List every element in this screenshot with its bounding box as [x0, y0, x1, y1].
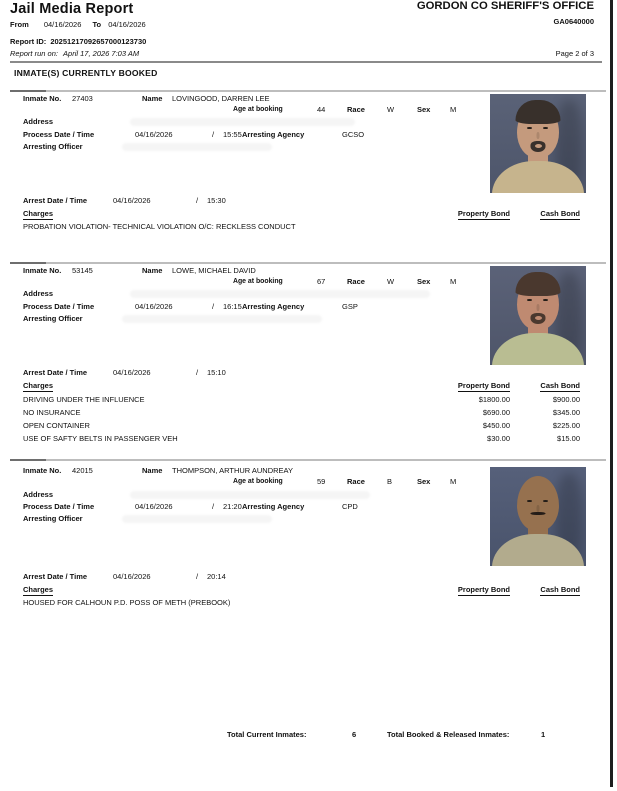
name-label: Name — [142, 266, 163, 275]
arrest-time: 15:30 — [207, 196, 226, 205]
header-divider — [10, 61, 602, 63]
inmate-card-2 — [10, 262, 606, 459]
cash-bond-header: Cash Bond — [540, 585, 580, 594]
inmate-no-value: 53145 — [72, 266, 93, 275]
race-label: Race — [347, 277, 365, 286]
name-value: THOMPSON, ARTHUR AUNDREAY — [172, 466, 293, 475]
charge-cash-bond: $345.00 — [552, 408, 580, 417]
name-label: Name — [142, 466, 163, 475]
report-id-row — [10, 37, 146, 46]
inmate-card-3 — [10, 459, 606, 659]
charge-property-bond: $1800.00 — [478, 395, 510, 404]
officer-label: Arresting Officer — [23, 314, 83, 323]
process-label: Process Date / Time — [23, 302, 95, 311]
mugshot-photo — [490, 467, 586, 566]
card-top-divider — [10, 459, 606, 461]
sex-label: Sex — [417, 277, 431, 286]
age-label: Age at booking — [233, 106, 283, 113]
agency-label: Arresting Agency — [242, 502, 305, 511]
sex-value: M — [450, 105, 457, 114]
officer-label: Arresting Officer — [23, 514, 83, 523]
report-id-label: Report ID: — [10, 37, 47, 46]
property-bond-header: Property Bond — [457, 209, 510, 218]
address-label: Address — [23, 289, 54, 298]
process-time: 16:15 — [223, 302, 242, 311]
arrest-time: 15:10 — [207, 368, 226, 377]
name-label: Name — [142, 94, 163, 103]
process-label: Process Date / Time — [23, 130, 95, 139]
page-number: Page 2 of 3 — [555, 49, 594, 58]
arrest-date: 04/16/2026 — [113, 196, 151, 205]
process-date: 04/16/2026 — [135, 130, 173, 139]
total-current-value: 6 — [352, 730, 357, 739]
photo-head — [517, 476, 559, 531]
arrest-date: 04/16/2026 — [113, 572, 151, 581]
arrest-label: Arrest Date / Time — [23, 196, 88, 205]
report-title: Jail Media Report — [10, 1, 134, 17]
redaction-smudge — [122, 315, 322, 323]
agency-value: GCSO — [342, 130, 365, 139]
from-label: From — [10, 20, 29, 29]
process-date: 04/16/2026 — [135, 502, 173, 511]
charge-text: OPEN CONTAINER — [23, 421, 90, 430]
race-label: Race — [347, 477, 365, 486]
cash-bond-header: Cash Bond — [540, 209, 580, 218]
charge-text: HOUSED FOR CALHOUN P.D. POSS OF METH (PREBOOK) — [23, 598, 231, 607]
total-booked-value: 1 — [541, 730, 546, 739]
photo-hair — [516, 100, 561, 124]
redaction-smudge — [122, 143, 272, 151]
office-name: GORDON CO SHERIFF'S OFFICE — [416, 0, 594, 12]
redaction-smudge — [130, 491, 370, 499]
race-label: Race — [347, 105, 365, 114]
mugshot-photo — [490, 94, 586, 193]
charge-property-bond: $690.00 — [482, 408, 510, 417]
section-title: INMATE(S) CURRENTLY BOOKED — [14, 68, 158, 78]
inmate-no-value: 42015 — [72, 466, 93, 475]
charge-property-bond: $450.00 — [482, 421, 510, 430]
run-on-row — [10, 49, 139, 58]
cash-bond-header: Cash Bond — [540, 381, 580, 390]
page-edge-line — [610, 0, 613, 787]
photo-nose — [537, 132, 540, 139]
charge-text: USE OF SAFTY BELTS IN PASSENGER VEH — [23, 434, 178, 443]
address-label: Address — [23, 490, 54, 499]
charge-cash-bond: $225.00 — [552, 421, 580, 430]
age-value: 44 — [317, 105, 326, 114]
race-value: W — [387, 105, 395, 114]
slash: / — [196, 196, 199, 205]
photo-nose — [537, 304, 540, 311]
charges-header: Charges — [23, 381, 54, 390]
inmate-no-value: 27403 — [72, 94, 93, 103]
race-value: B — [387, 477, 393, 486]
total-current-label: Total Current Inmates: — [227, 730, 307, 739]
date-range-row — [10, 20, 146, 29]
process-date: 04/16/2026 — [135, 302, 173, 311]
age-label: Age at booking — [233, 278, 283, 285]
report-id-value: 20251217092657000123730 — [50, 37, 147, 46]
total-booked-label: Total Booked & Released Inmates: — [387, 730, 510, 739]
charge-property-bond: $30.00 — [487, 434, 510, 443]
card-top-divider — [10, 262, 606, 264]
sex-value: M — [450, 477, 457, 486]
arrest-date: 04/16/2026 — [113, 368, 151, 377]
sex-label: Sex — [417, 105, 431, 114]
redaction-smudge — [130, 118, 355, 126]
to-value: 04/16/2026 — [108, 20, 146, 29]
photo-nose — [537, 505, 540, 512]
to-label: To — [92, 20, 102, 29]
inmate-card-1 — [10, 90, 606, 262]
agency-value: CPD — [342, 502, 358, 511]
process-time: 15:55 — [223, 130, 242, 139]
card-top-divider — [10, 90, 606, 92]
race-value: W — [387, 277, 395, 286]
agency-value: GSP — [342, 302, 358, 311]
photo-facial-hair — [531, 141, 546, 152]
inmate-no-label: Inmate No. — [23, 94, 62, 103]
photo-facial-hair — [531, 313, 546, 324]
inmate-no-label: Inmate No. — [23, 266, 62, 275]
sex-label: Sex — [417, 477, 431, 486]
charge-text: DRIVING UNDER THE INFLUENCE — [23, 395, 145, 404]
run-on-value: April 17, 2026 7:03 AM — [63, 49, 140, 58]
age-value: 67 — [317, 277, 326, 286]
from-value: 04/16/2026 — [43, 20, 82, 29]
property-bond-header: Property Bond — [457, 381, 510, 390]
agency-label: Arresting Agency — [242, 130, 305, 139]
sex-value: M — [450, 277, 457, 286]
arrest-label: Arrest Date / Time — [23, 572, 88, 581]
process-label: Process Date / Time — [23, 502, 95, 511]
redaction-smudge — [130, 290, 430, 298]
officer-label: Arresting Officer — [23, 142, 83, 151]
redaction-smudge — [122, 515, 272, 523]
property-bond-header: Property Bond — [457, 585, 510, 594]
address-label: Address — [23, 117, 54, 126]
arrest-time: 20:14 — [207, 572, 226, 581]
age-value: 59 — [317, 477, 326, 486]
slash: / — [212, 130, 215, 139]
slash: / — [196, 368, 199, 377]
name-value: LOVINGOOD, DARREN LEE — [172, 94, 270, 103]
slash: / — [196, 572, 199, 581]
charges-header: Charges — [23, 209, 54, 218]
photo-hair — [516, 272, 561, 296]
charge-text: PROBATION VIOLATION- TECHNICAL VIOLATION O/C: RECKLESS CONDUCT — [23, 222, 296, 231]
charge-cash-bond: $900.00 — [552, 395, 580, 404]
inmate-no-label: Inmate No. — [23, 466, 62, 475]
mugshot-photo — [490, 266, 586, 365]
charges-header: Charges — [23, 585, 54, 594]
name-value: LOWE, MICHAEL DAVID — [172, 266, 256, 275]
charge-cash-bond: $15.00 — [557, 434, 580, 443]
age-label: Age at booking — [233, 478, 283, 485]
process-time: 21:20 — [223, 502, 242, 511]
office-code: GA0640000 — [553, 17, 594, 26]
charge-text: NO INSURANCE — [23, 408, 81, 417]
agency-label: Arresting Agency — [242, 302, 305, 311]
slash: / — [212, 502, 215, 511]
run-on-label: Report run on: — [10, 49, 58, 58]
slash: / — [212, 302, 215, 311]
arrest-label: Arrest Date / Time — [23, 368, 88, 377]
